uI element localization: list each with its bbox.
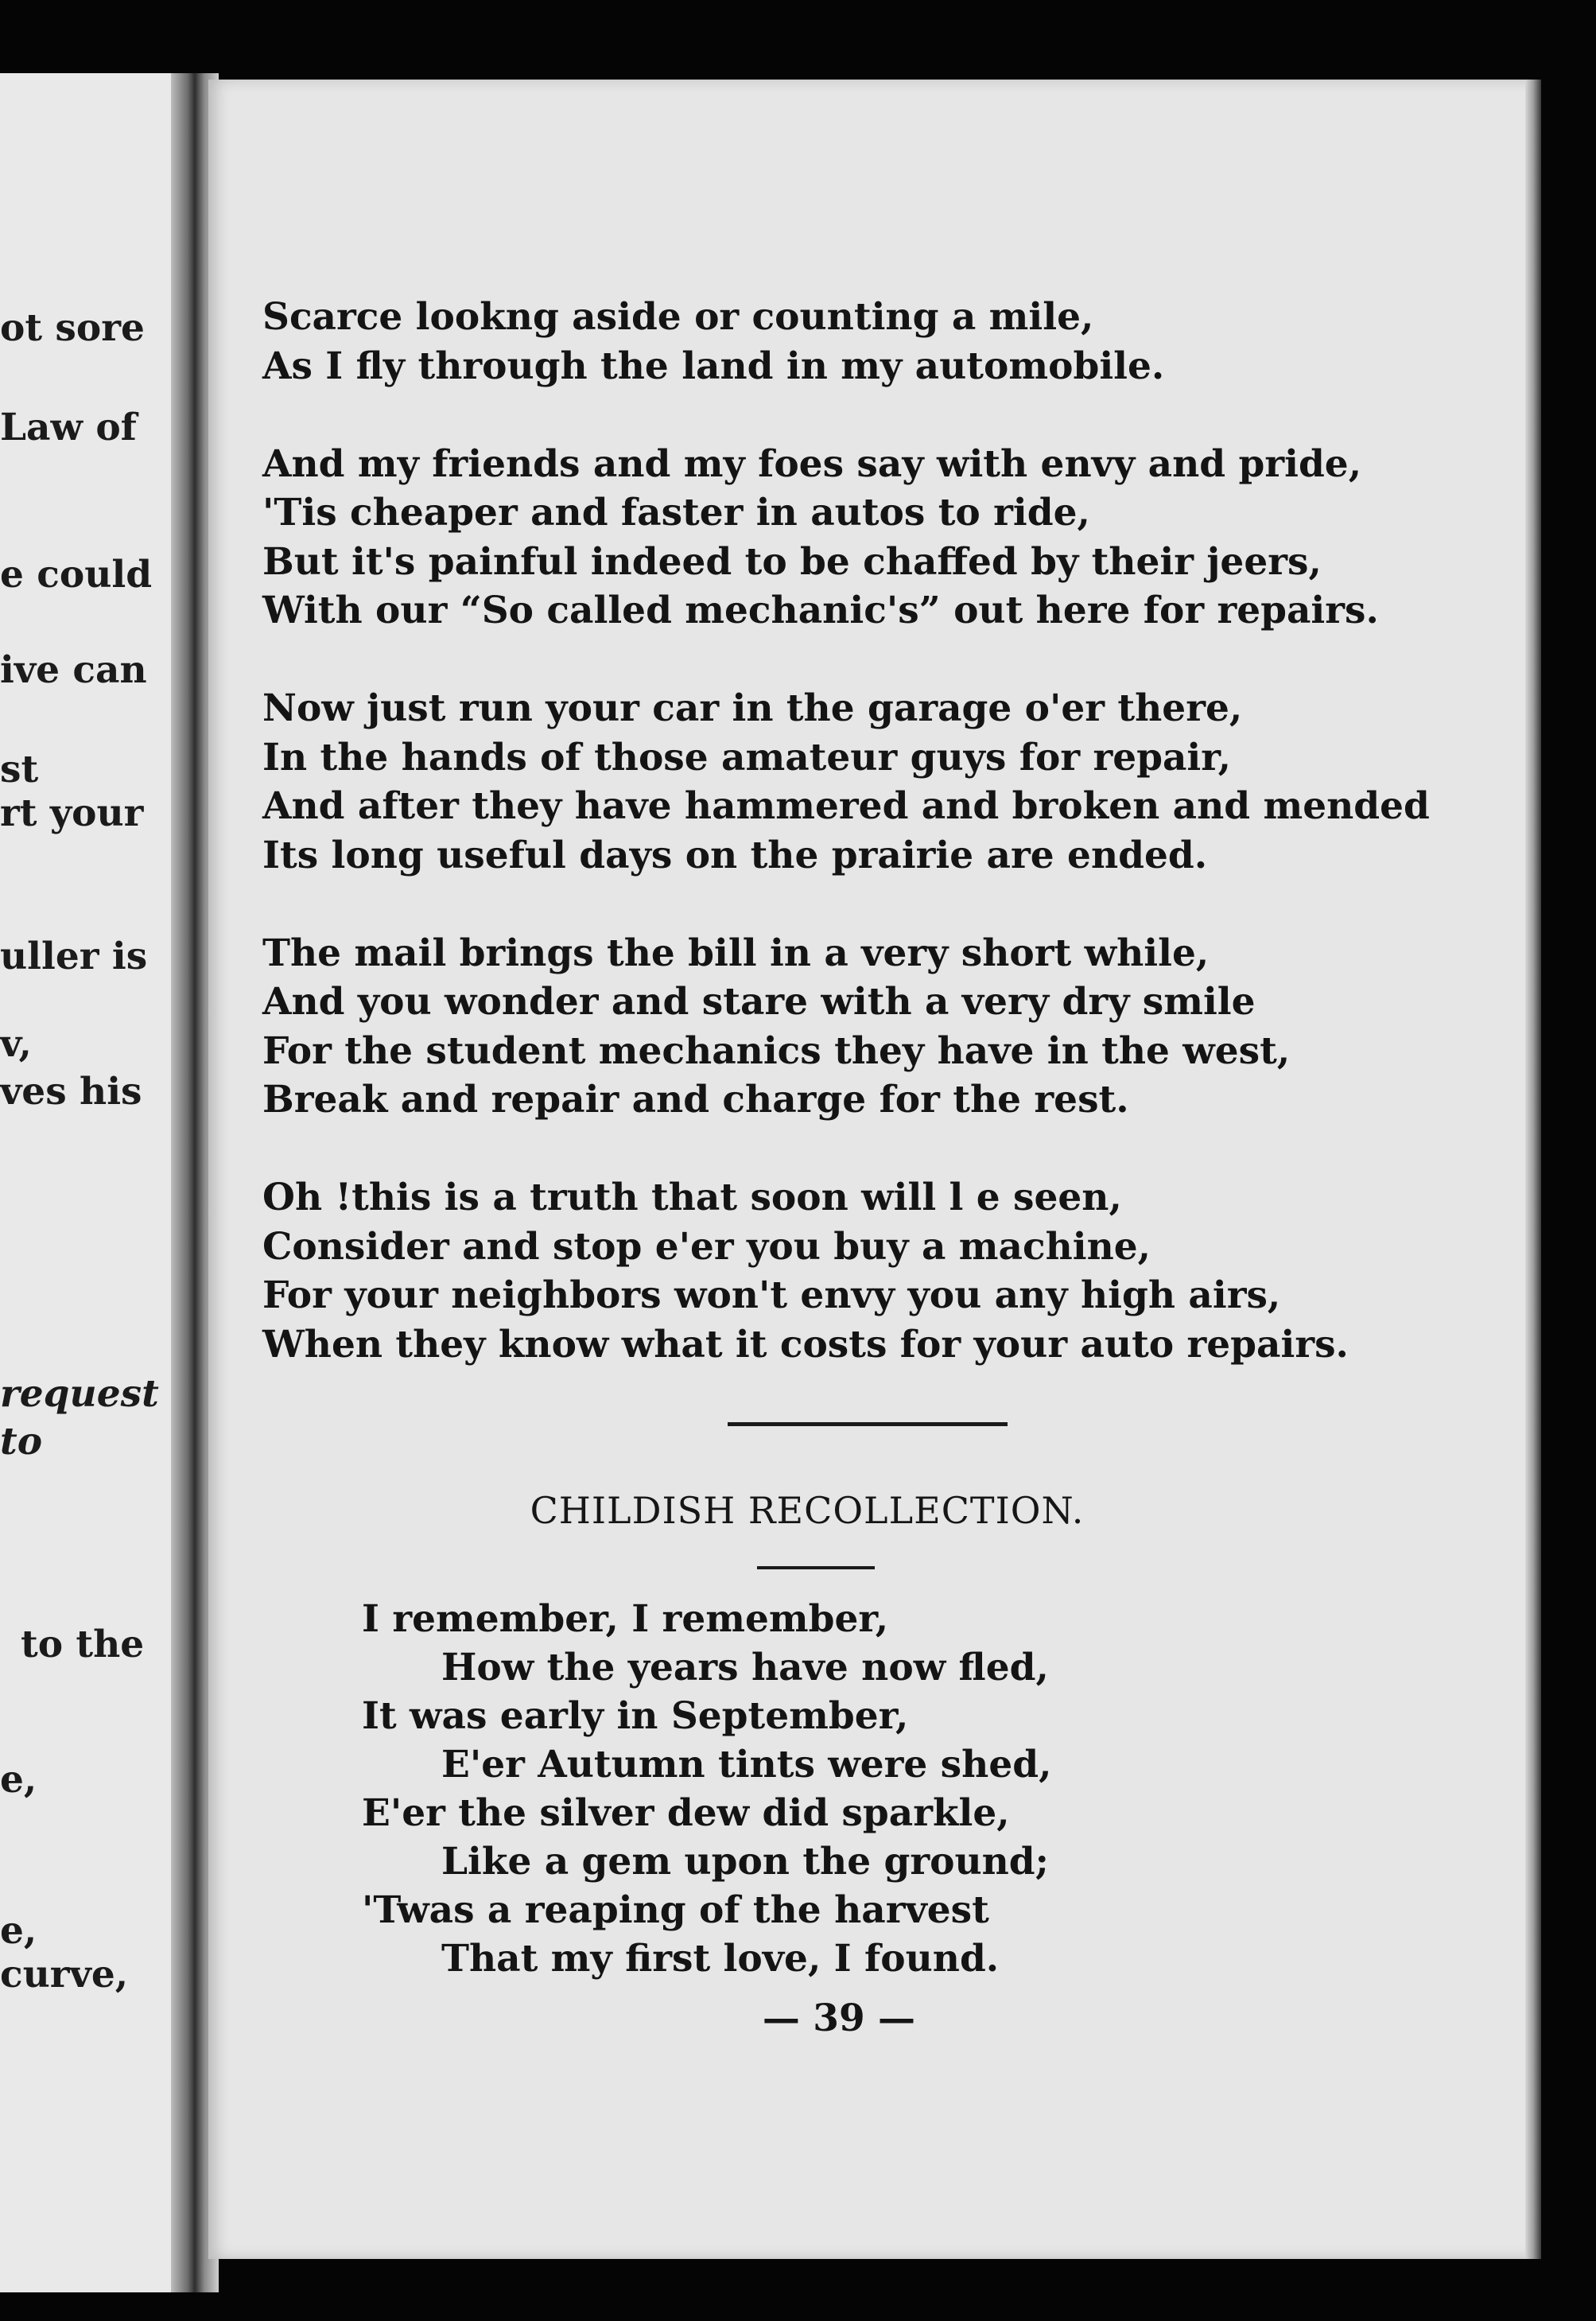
left-page [0, 73, 188, 2292]
poem-stanza [262, 929, 1430, 1125]
title-underline [757, 1566, 875, 1569]
left-page-fragment: Law of [0, 406, 137, 449]
poem-line: But it's painful indeed to be chaffed by their jeers, [262, 539, 1322, 584]
poem-childish-recollection [362, 1595, 1051, 1983]
poem-line: E'er Autumn tints were shed, [441, 1743, 1052, 1786]
poem-line: Its long useful days on the prairie are ended. [262, 833, 1208, 877]
left-page-fragment: uller is [0, 935, 148, 978]
poem-stanza [262, 684, 1430, 880]
left-page-fragment: v, [0, 1022, 32, 1066]
left-page-fragment: to the [21, 1623, 145, 1666]
poem-line: In the hands of those amateur guys for repair, [262, 735, 1231, 779]
poem-stanza [262, 440, 1430, 636]
poem-line: When they know what it costs for your auto repairs. [262, 1322, 1349, 1367]
left-page-fragment: ves his [0, 1070, 142, 1114]
left-page-fragment: request [0, 1372, 159, 1416]
poem-line: Oh !this is a truth that soon will l e seen, [262, 1176, 1122, 1219]
left-page-fragment: e could [0, 553, 153, 597]
poem-line: Consider and stop e'er you buy a machine, [262, 1224, 1151, 1269]
poem-line: With our “So called mechanic's” out here for repairs. [262, 589, 1379, 632]
left-page-fragment: e, [0, 1909, 37, 1953]
page-number: — 39 — [762, 1996, 916, 2040]
section-divider [728, 1422, 1008, 1426]
poem-line: And after they have hammered and broken and mended [262, 784, 1430, 828]
left-page-fragment: ive can [0, 648, 147, 692]
poem-line: Scarce lookng aside or counting a mile, [262, 295, 1094, 339]
poem-line: 'Twas a reaping of the harvest [362, 1888, 989, 1932]
left-page-fragment: e, [0, 1758, 37, 1802]
poem-line: And my friends and my foes say with envy and pride, [262, 441, 1362, 486]
poem-line: The mail brings the bill in a very short while, [262, 931, 1210, 975]
poem-line: And you wonder and stare with a very dry smile [262, 980, 1256, 1024]
poem-line: E'er the silver dew did sparkle, [362, 1791, 1010, 1835]
poem-stanza [262, 293, 1430, 391]
left-page-fragment: curve, [0, 1953, 129, 1996]
left-page-fragment: st [0, 748, 39, 791]
poem-line: 'Tis cheaper and faster in autos to ride, [262, 491, 1090, 535]
poem-stanza [262, 1173, 1430, 1369]
poem-line: It was early in September, [362, 1694, 909, 1738]
poem-line: For your neighbors won't envy you any high airs, [262, 1273, 1281, 1317]
poem-line: Like a gem upon the ground; [441, 1840, 1050, 1884]
poem-line: Now just run your car in the garage o'er there, [262, 686, 1243, 730]
poem-line: That my first love, I found. [441, 1937, 1000, 1981]
poem-line: I remember, I remember, [362, 1597, 889, 1641]
page-edge [1525, 80, 1541, 2259]
left-page-fragment: to [0, 1420, 43, 1464]
poem-line: How the years have now fled, [441, 1646, 1049, 1689]
section-title: CHILDISH RECOLLECTION. [530, 1489, 1085, 1532]
poem-line: Break and repair and charge for the rest. [262, 1078, 1129, 1122]
poem-automobile [262, 293, 1430, 1418]
poem-line: For the student mechanics they have in the west, [262, 1028, 1291, 1073]
left-page-fragment: rt your [0, 791, 144, 835]
poem-line: As I fly through the land in my automobile. [262, 344, 1165, 388]
left-page-fragment: ot sore [0, 306, 145, 350]
